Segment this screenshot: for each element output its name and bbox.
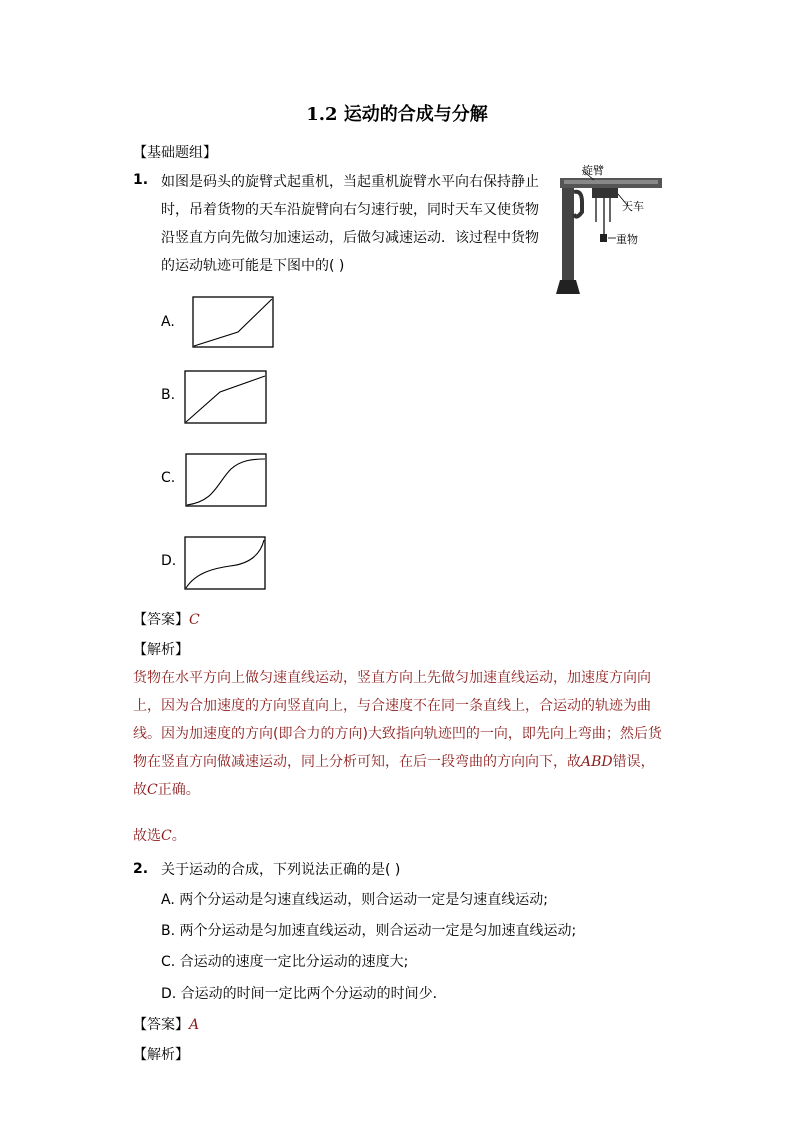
option-b-graph[interactable] xyxy=(184,370,267,424)
analysis-end: 正确。 xyxy=(157,782,200,798)
choose-suffix: 。 xyxy=(171,828,186,844)
analysis-label: 【解析】 xyxy=(133,1047,189,1063)
option-a-label[interactable]: A. xyxy=(161,314,175,330)
option-b[interactable]: B. 两个分运动是匀加速直线运动，则合运动一定是匀加速直线运动; xyxy=(161,923,577,939)
label-trolley: 天车 xyxy=(622,200,644,213)
label-load: 重物 xyxy=(616,233,638,246)
option-d-label[interactable]: D. xyxy=(161,553,177,569)
answer-value: C xyxy=(189,612,200,628)
section-label: 【基础题组】 xyxy=(133,145,217,161)
analysis-text xyxy=(133,664,663,804)
analysis-label: 【解析】 xyxy=(133,642,189,658)
label-arm: 旋臂 xyxy=(582,164,604,177)
analysis-right: C xyxy=(147,782,158,798)
question-text: 如图是码头的旋臂式起重机，当起重机旋臂水平向右保持静止时，吊着货物的天车沿旋臂向右匀速行驶，同时天车又使货物沿竖直方向先做匀加速运动，后做匀减速运动．该过程中货物的运动轨迹可能是下图中的( ) xyxy=(161,174,539,274)
answer-value: A xyxy=(189,1017,200,1033)
question-number: 2. xyxy=(133,861,149,877)
analysis-wrong: ABD xyxy=(581,754,613,770)
crane-figure xyxy=(552,160,664,296)
answer-row xyxy=(133,609,200,629)
answer-row xyxy=(133,1014,199,1034)
option-d-graph[interactable] xyxy=(184,536,266,590)
analysis-main: 货物在水平方向上做匀速直线运动，竖直方向上先做匀加速直线运动，加速度方向向上，因为合加速度的方向竖直向上，与合速度不在同一条直线上，合运动的轨迹为曲线。因为加速度的方向(即合力的方向)大致指向轨迹凹的一向，即先向上弯曲；然后货物在竖直方向做减速运动，同上分析可知，在后一段弯曲的方向向下，故 xyxy=(133,670,662,770)
choose-prefix: 故选 xyxy=(133,828,161,844)
analysis-mid: 错误，故 xyxy=(133,754,655,798)
option-c-label[interactable]: C. xyxy=(161,470,176,486)
option-a[interactable]: A. 两个分运动是匀速直线运动，则合运动一定是匀速直线运动; xyxy=(161,892,548,908)
option-a-graph[interactable] xyxy=(192,296,274,348)
question-number: 1. xyxy=(133,172,149,188)
answer-label: 【答案】 xyxy=(133,1017,189,1033)
option-d[interactable]: D. 合运动的时间一定比两个分运动的时间少． xyxy=(161,986,447,1002)
page-title: 1.2 运动的合成与分解 xyxy=(306,104,488,125)
choose-line xyxy=(133,825,186,845)
option-c[interactable]: C. 合运动的速度一定比分运动的速度大; xyxy=(161,954,409,970)
choose-answer: C xyxy=(161,828,172,844)
answer-label: 【答案】 xyxy=(133,612,189,628)
option-b-label[interactable]: B. xyxy=(161,387,176,403)
option-c-graph[interactable] xyxy=(185,453,267,507)
question-text: 关于运动的合成，下列说法正确的是( ) xyxy=(161,862,401,878)
